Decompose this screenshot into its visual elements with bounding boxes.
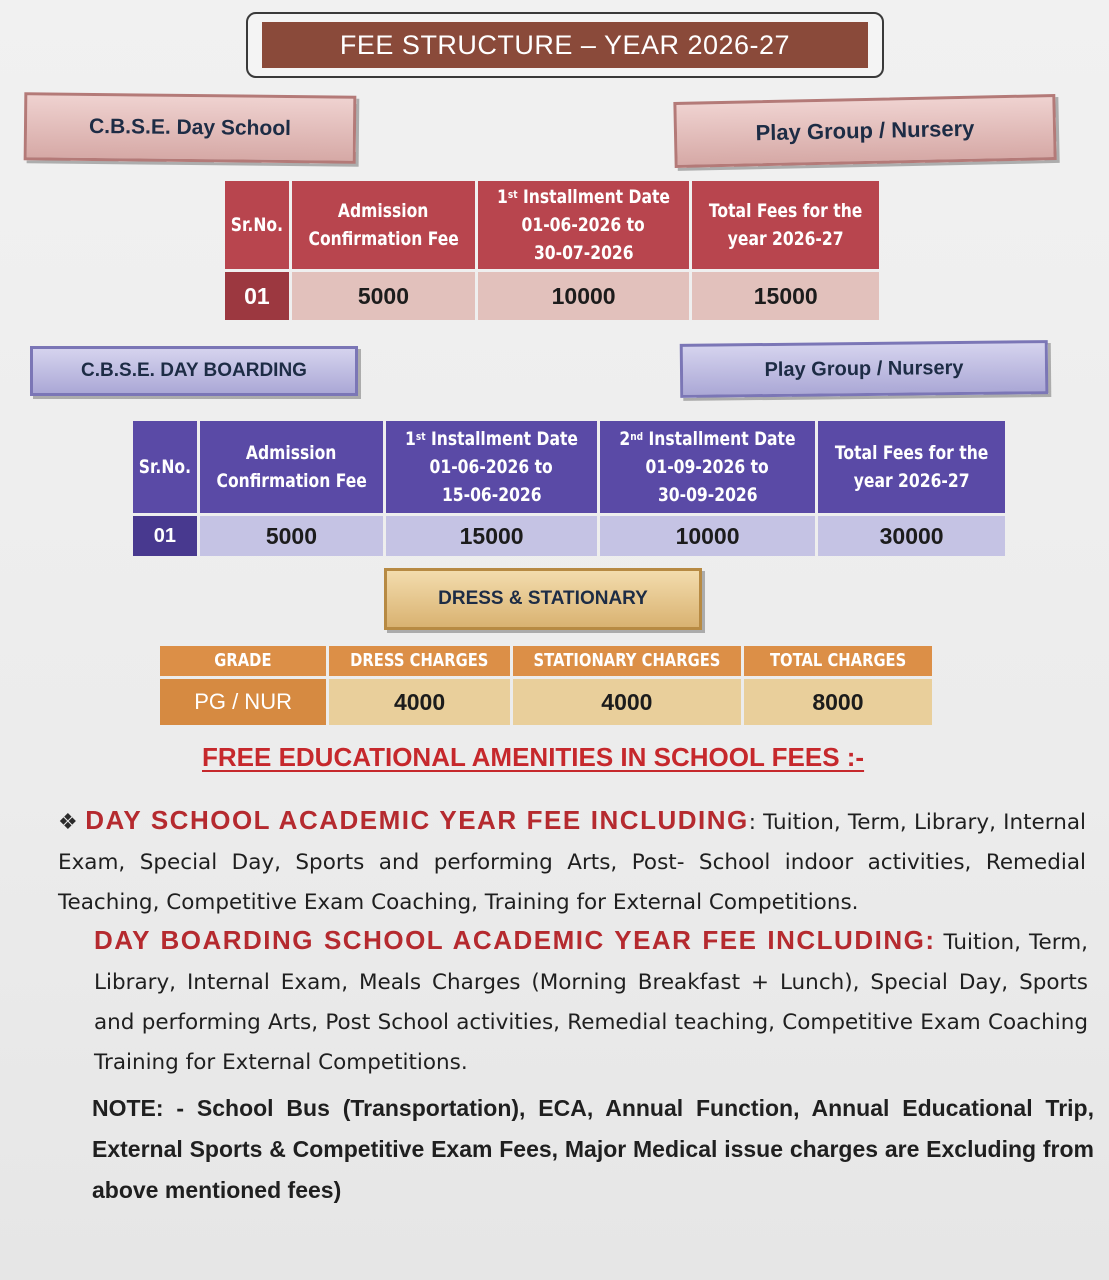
day-school-text: : Tuition, Term, Library, Internal Exam, Special Day, Sports and performing Arts, Post- School indoor activities, Remedial Teaching, Competitive Exam Coaching, Training for External Competitions. bbox=[58, 810, 1086, 915]
day-boarding-fee-table bbox=[130, 418, 1008, 559]
table-header-row bbox=[225, 181, 879, 269]
exclusions-note: NOTE: - School Bus (Transportation), ECA, Annual Function, Annual Educational Trip, External Sports & Competitive Exam Fees, Major Medical issue charges are Excluding from above mentioned fees) bbox=[92, 1095, 1094, 1203]
table-header-row bbox=[160, 646, 932, 676]
admission-fee-header: Admission Confirmation Fee bbox=[292, 181, 475, 269]
dress-charges-header: DRESS CHARGES bbox=[329, 646, 510, 676]
total-fees-cell: 15000 bbox=[692, 272, 879, 320]
installment-1-header: 1st Installment Date 01-06-2026 to 30-07-2026 bbox=[478, 181, 689, 269]
day-school-fee-table bbox=[222, 178, 882, 323]
table-row bbox=[160, 679, 932, 725]
total-charges-cell: 8000 bbox=[744, 679, 932, 725]
day-boarding-grade-banner: Play Group / Nursery bbox=[680, 340, 1049, 398]
grade-header: GRADE bbox=[160, 646, 326, 676]
table-row bbox=[133, 516, 1005, 556]
stationary-charges-header: STATIONARY CHARGES bbox=[513, 646, 741, 676]
admission-fee-cell: 5000 bbox=[200, 516, 383, 556]
sr-no-cell: 01 bbox=[225, 272, 289, 320]
day-boarding-lead: DAY BOARDING SCHOOL ACADEMIC YEAR FEE INCLUDING: bbox=[94, 925, 936, 955]
installment-2-cell: 10000 bbox=[600, 516, 815, 556]
sr-no-header: Sr.No. bbox=[133, 421, 197, 513]
day-school-amenities bbox=[58, 800, 1086, 923]
day-school-banner: C.B.S.E. Day School bbox=[24, 92, 357, 163]
table-row bbox=[225, 272, 879, 320]
dress-stationary-banner: DRESS & STATIONARY bbox=[384, 568, 702, 630]
installment-1-cell: 10000 bbox=[478, 272, 689, 320]
admission-fee-cell: 5000 bbox=[292, 272, 475, 320]
bullet-icon: ❖ bbox=[58, 810, 79, 835]
dress-charges-cell: 4000 bbox=[329, 679, 510, 725]
day-school-grade-banner: Play Group / Nursery bbox=[673, 94, 1056, 168]
installment-1-cell: 15000 bbox=[386, 516, 597, 556]
total-charges-header: TOTAL CHARGES bbox=[744, 646, 932, 676]
total-fees-header: Total Fees for the year 2026-27 bbox=[692, 181, 879, 269]
dress-stationary-table bbox=[157, 643, 935, 728]
sr-no-header: Sr.No. bbox=[225, 181, 289, 269]
total-fees-header: Total Fees for the year 2026-27 bbox=[818, 421, 1005, 513]
day-school-lead: DAY SCHOOL ACADEMIC YEAR FEE INCLUDING bbox=[85, 805, 749, 835]
installment-1-header: 1st Installment Date 01-06-2026 to 15-06-2026 bbox=[386, 421, 597, 513]
sr-no-cell: 01 bbox=[133, 516, 197, 556]
page-title: FEE STRUCTURE – YEAR 2026-27 bbox=[262, 22, 868, 68]
day-boarding-amenities bbox=[94, 920, 1088, 1083]
amenities-heading: FREE EDUCATIONAL AMENITIES IN SCHOOL FEES :- bbox=[202, 742, 865, 772]
table-header-row bbox=[133, 421, 1005, 513]
admission-fee-header: Admission Confirmation Fee bbox=[200, 421, 383, 513]
day-boarding-banner: C.B.S.E. DAY BOARDING bbox=[30, 346, 358, 396]
grade-cell: PG / NUR bbox=[160, 679, 326, 725]
installment-2-header: 2nd Installment Date 01-09-2026 to 30-09-2026 bbox=[600, 421, 815, 513]
stationary-charges-cell: 4000 bbox=[513, 679, 741, 725]
total-fees-cell: 30000 bbox=[818, 516, 1005, 556]
day-boarding-text: Tuition, Term, Library, Internal Exam, Meals Charges (Morning Breakfast + Lunch), Special Day, Sports and performing Arts, Post School activities, Remedial teaching, Competitive Exam Coaching Training for External Competitions. bbox=[94, 930, 1088, 1075]
